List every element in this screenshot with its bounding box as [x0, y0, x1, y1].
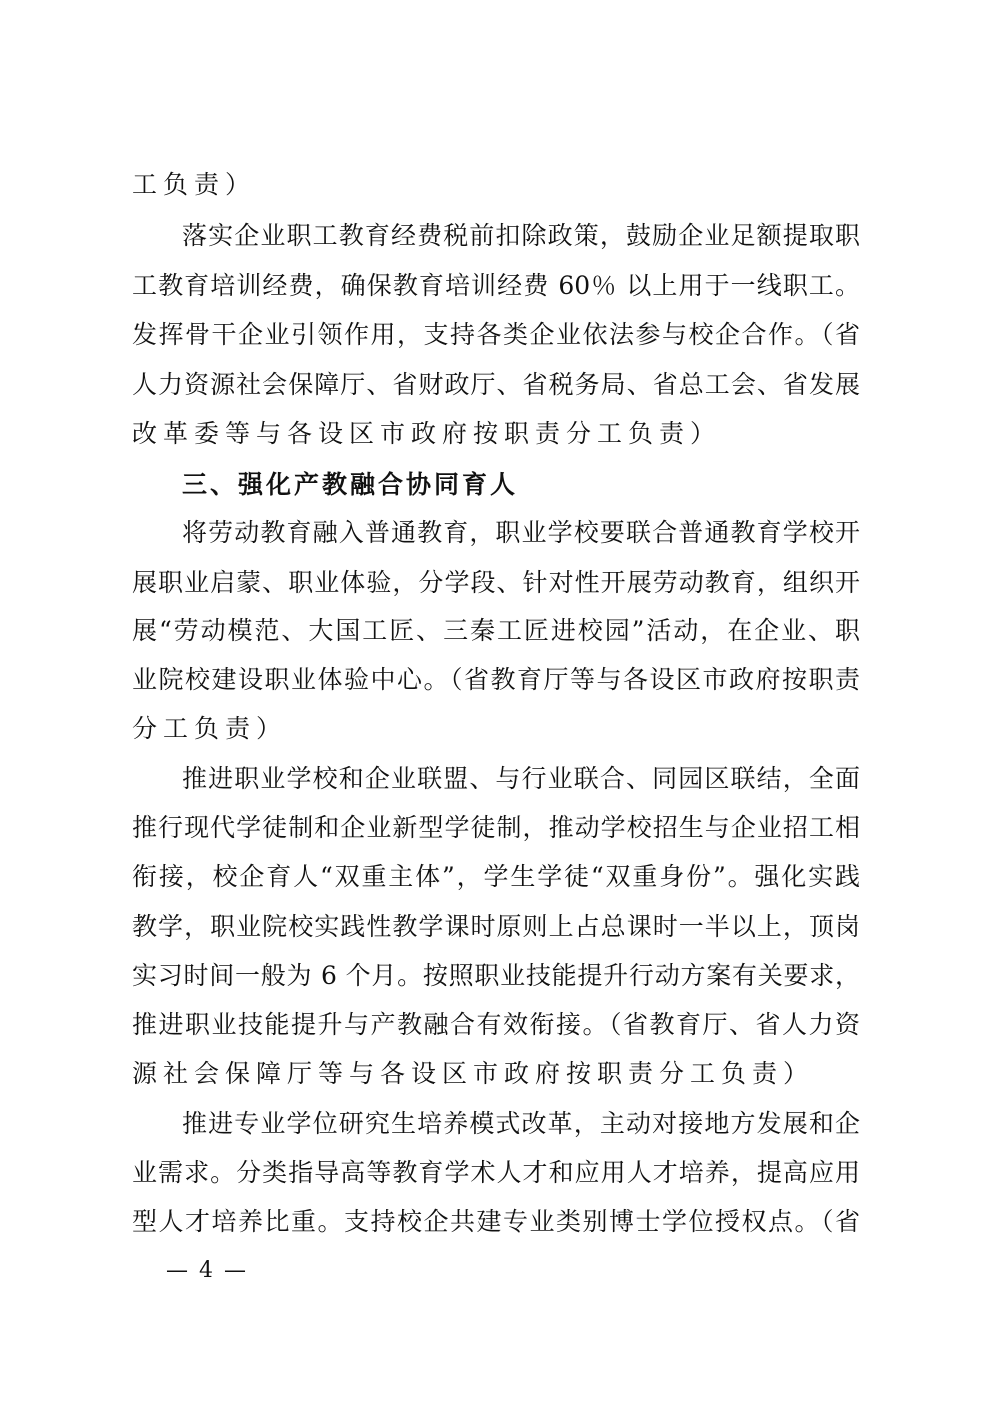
text-line: 衔接，校企育人“双重主体”，学生学徒“双重身份”。强化实践: [132, 862, 860, 891]
text-line: 推行现代学徒制和企业新型学徒制，推动学校招生与企业招工相: [132, 813, 860, 842]
text-line: 型人才培养比重。支持校企共建专业类别博士学位授权点。（省: [132, 1207, 860, 1236]
text-line: 工负责）: [132, 170, 257, 199]
section-heading: 三、强化产教融合协同育人: [182, 470, 519, 499]
text-line: 发挥骨干企业引领作用，支持各类企业依法参与校企合作。（省: [132, 320, 860, 349]
paragraph-line: 推进专业学位研究生培养模式改革，主动对接地方发展和企: [182, 1109, 860, 1138]
text-line: 分工负责）: [132, 714, 288, 743]
paragraph-line: 落实企业职工教育经费税前扣除政策，鼓励企业足额提取职: [182, 221, 860, 250]
text-line: 展职业启蒙、职业体验，分学段、针对性开展劳动教育，组织开: [132, 568, 860, 597]
text-line: 业需求。分类指导高等教育学术人才和应用人才培养，提高应用: [132, 1158, 860, 1187]
text-line: 实习时间一般为 6 个月。按照职业技能提升行动方案有关要求，: [132, 961, 860, 990]
text-line: 改革委等与各设区市政府按职责分工负责）: [132, 419, 722, 448]
paragraph-line: 将劳动教育融入普通教育，职业学校要联合普通教育学校开: [182, 518, 860, 547]
text-line: 展“劳动模范、大国工匠、三秦工匠进校园”活动，在企业、职: [132, 616, 860, 645]
text-line: 人力资源社会保障厅、省财政厅、省税务局、省总工会、省发展: [132, 370, 860, 399]
paragraph-line: 推进职业学校和企业联盟、与行业联合、同园区联结，全面: [182, 764, 860, 793]
text-line: 业院校建设职业体验中心。（省教育厅等与各设区市政府按职责: [132, 665, 860, 694]
text-line: 源社会保障厅等与各设区市政府按职责分工负责）: [132, 1059, 815, 1088]
page-number: — 4 —: [166, 1258, 248, 1283]
text-line: 教学，职业院校实践性教学课时原则上占总课时一半以上，顶岗: [132, 912, 860, 941]
text-line: 工教育培训经费，确保教育培训经费 60％ 以上用于一线职工。: [132, 271, 860, 300]
text-line: 推进职业技能提升与产教融合有效衔接。（省教育厅、省人力资: [132, 1010, 860, 1039]
